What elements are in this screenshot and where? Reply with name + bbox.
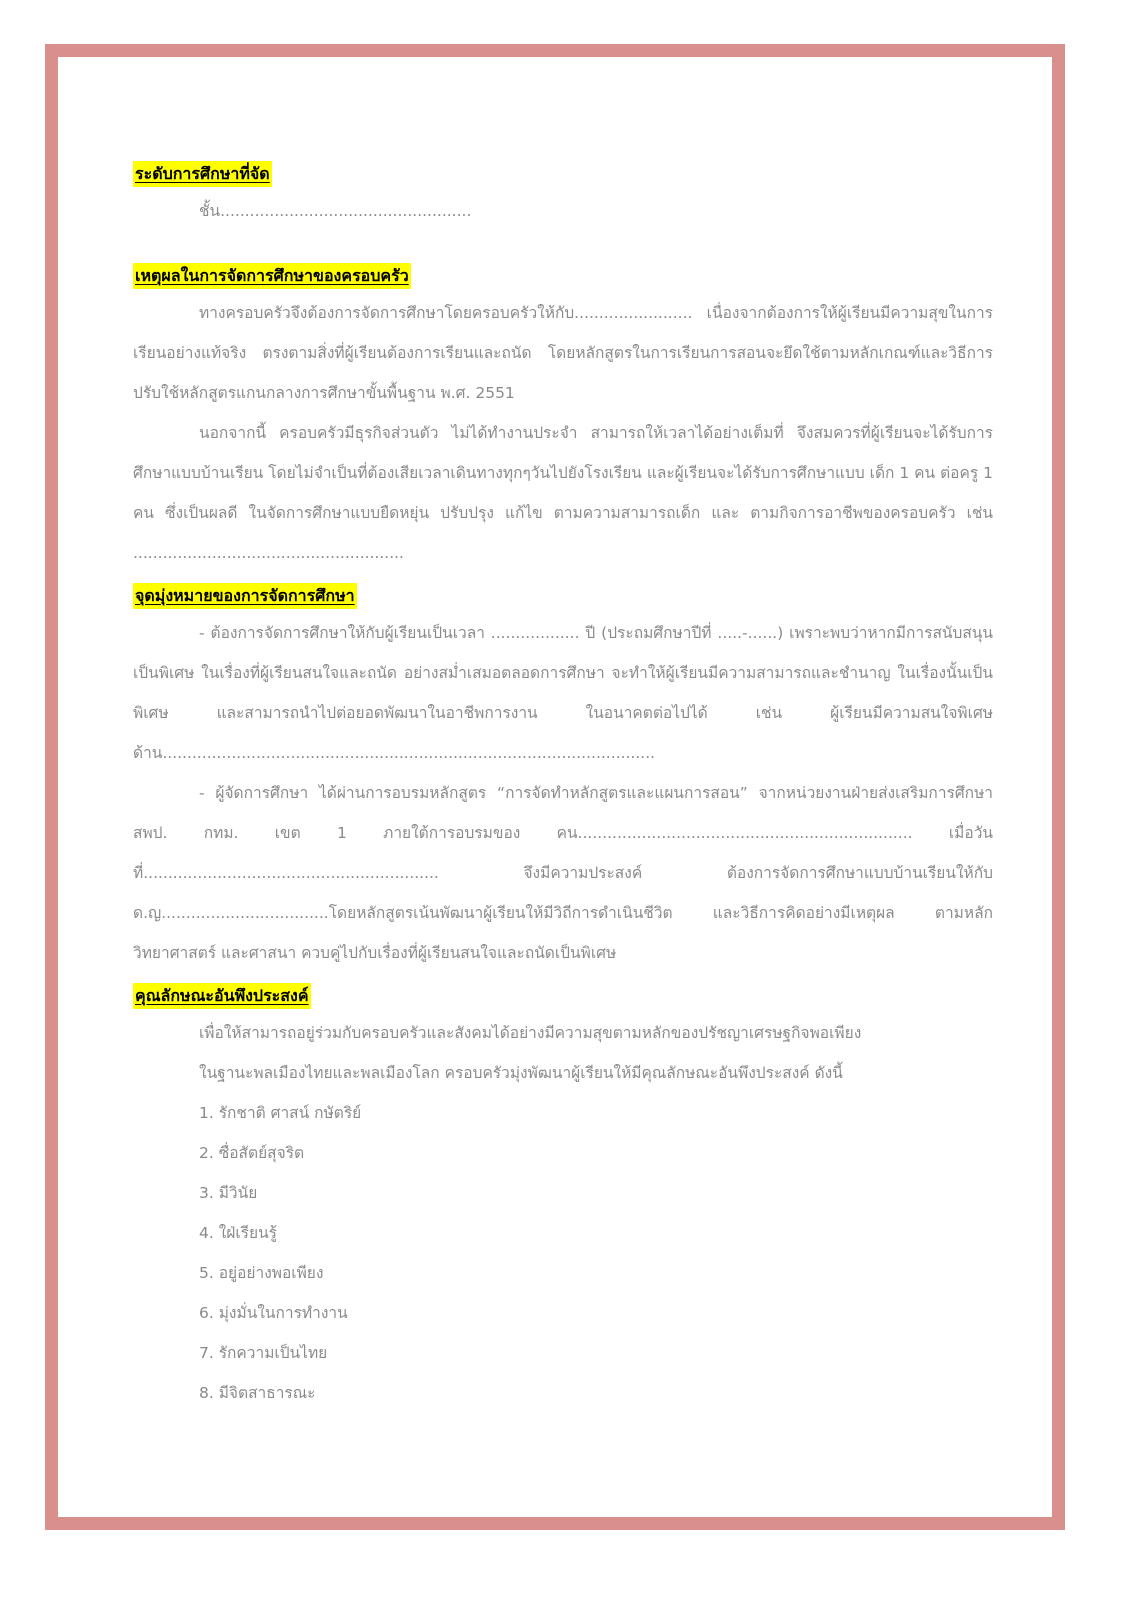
list-item: 1. รักชาติ ศาสน์ กษัตริย์ bbox=[199, 1104, 362, 1122]
list-item: 2. ซื่อสัตย์สุจริต bbox=[199, 1144, 305, 1162]
reason-paragraph-1: ทางครอบครัวจึงต้องการจัดการศึกษาโดยครอบครัวให้กับ........................ เนื่องจากต้องการให้ผู้เรียนมีความสุขในการเรียนอย่างแท้จริง ตรงตามสิ่งที่ผู้เรียนต้องการเรียนและถนัด โดยหลักสูตรในการเรียนการสอนจะยึดใช้ตามหลักเกณฑ์และวิธีการปรับใช้หลักสูตรแกนกลางการศึกษาขั้นพื้นฐาน พ.ศ. 2551 bbox=[133, 304, 993, 402]
section-heading-traits: คุณลักษณะอันพึงประสงค์ bbox=[133, 983, 311, 1009]
reason-paragraph-2: นอกจากนี้ ครอบครัวมีธุรกิจส่วนตัว ไม่ได้ทำงานประจำ สามารถให้เวลาได้อย่างเต็มที่ จึงสมควรที่ผู้เรียนจะได้รับการศึกษาแบบบ้านเรียน โดยไม่จำเป็นที่ต้องเสียเวลาเดินทางทุกๆวันไปยังโรงเรียน และผู้เรียนจะได้รับการศึกษาแบบ เด็ก 1 คน ต่อครู 1 คน ซึ่งเป็นผลดี ในจัดการศึกษาแบบยืดหยุ่น ปรับปรุง แก้ไข ตามความสามารถเด็ก และ ตามกิจการอาชีพของครอบครัว เช่น ....................................................... bbox=[133, 424, 993, 562]
heading-row-traits bbox=[133, 973, 993, 1013]
list-item: 7. รักความเป็นไทย bbox=[199, 1344, 328, 1362]
traits-list bbox=[133, 1093, 993, 1413]
traits-intro-line-2: ในฐานะพลเมืองไทยและพลเมืองโลก ครอบครัวมุ่งพัฒนาผู้เรียนให้มีคุณลักษณะอันพึงประสงค์ ดังนี้ bbox=[199, 1064, 843, 1082]
heading-row-goal bbox=[133, 573, 993, 613]
list-item: 3. มีวินัย bbox=[199, 1184, 258, 1202]
heading-row-reason bbox=[133, 253, 993, 293]
document-body bbox=[133, 151, 993, 1413]
section-heading-reason: เหตุผลในการจัดการศึกษาของครอบครัว bbox=[133, 263, 411, 289]
grade-line: ชั้น................................................... bbox=[199, 202, 472, 220]
list-item: 6. มุ่งมั่นในการทำงาน bbox=[199, 1304, 348, 1322]
goal-paragraph-1: - ต้องการจัดการศึกษาให้กับผู้เรียนเป็นเวลา .................. ปี (ประถมศึกษาปีที่ .....-......) เพราะพบว่าหากมีการสนับสนุนเป็นพิเศษ ในเรื่องที่ผู้เรียนสนใจและถนัด อย่างสม่ำเสมอตลอดการศึกษา จะทำให้ผู้เรียนมีความสามารถและชำนาญ ในเรื่องนั้นเป็นพิเศษ และสามารถนำไปต่อยอดพัฒนาในอาชีพการงาน ในอนาคตต่อไปได้ เช่น ผู้เรียนมีความสนใจพิเศษด้าน.................................................................................................... bbox=[133, 624, 993, 762]
spacer bbox=[133, 231, 993, 253]
page-frame bbox=[45, 44, 1065, 1530]
section-heading-goal: จุดมุ่งหมายของการจัดการศึกษา bbox=[133, 583, 357, 609]
traits-intro-line-1: เพื่อให้สามารถอยู่ร่วมกับครอบครัวและสังคมได้อย่างมีความสุขตามหลักของปรัชญาเศรษฐกิจพอเพียง bbox=[199, 1024, 862, 1042]
list-item: 5. อยู่อย่างพอเพียง bbox=[199, 1264, 324, 1282]
goal-paragraph-2: - ผู้จัดการศึกษา ได้ผ่านการอบรมหลักสูตร “การจัดทำหลักสูตรและแผนการสอน” จากหน่วยงานฝ่ายส่งเสริมการศึกษา สพป. กทม. เขต 1 ภายใต้การอบรมของ คน.................................................................... เมื่อวันที่............................................................ จึงมีความประสงค์ ต้องการจัดการศึกษาแบบบ้านเรียนให้กับ ด.ญ..................................โดยหลักสูตรเน้นพัฒนาผู้เรียนให้มีวิถีการดำเนินชีวิต และวิธีการคิดอย่างมีเหตุผล ตามหลักวิทยาศาสตร์ และศาสนา ควบคู่ไปกับเรื่องที่ผู้เรียนสนใจและถนัดเป็นพิเศษ bbox=[133, 784, 993, 962]
heading-row-level bbox=[133, 151, 993, 191]
list-item: 8. มีจิตสาธารณะ bbox=[199, 1384, 316, 1402]
list-item: 4. ใฝ่เรียนรู้ bbox=[199, 1224, 277, 1242]
section-heading-education-level: ระดับการศึกษาที่จัด bbox=[133, 161, 272, 187]
